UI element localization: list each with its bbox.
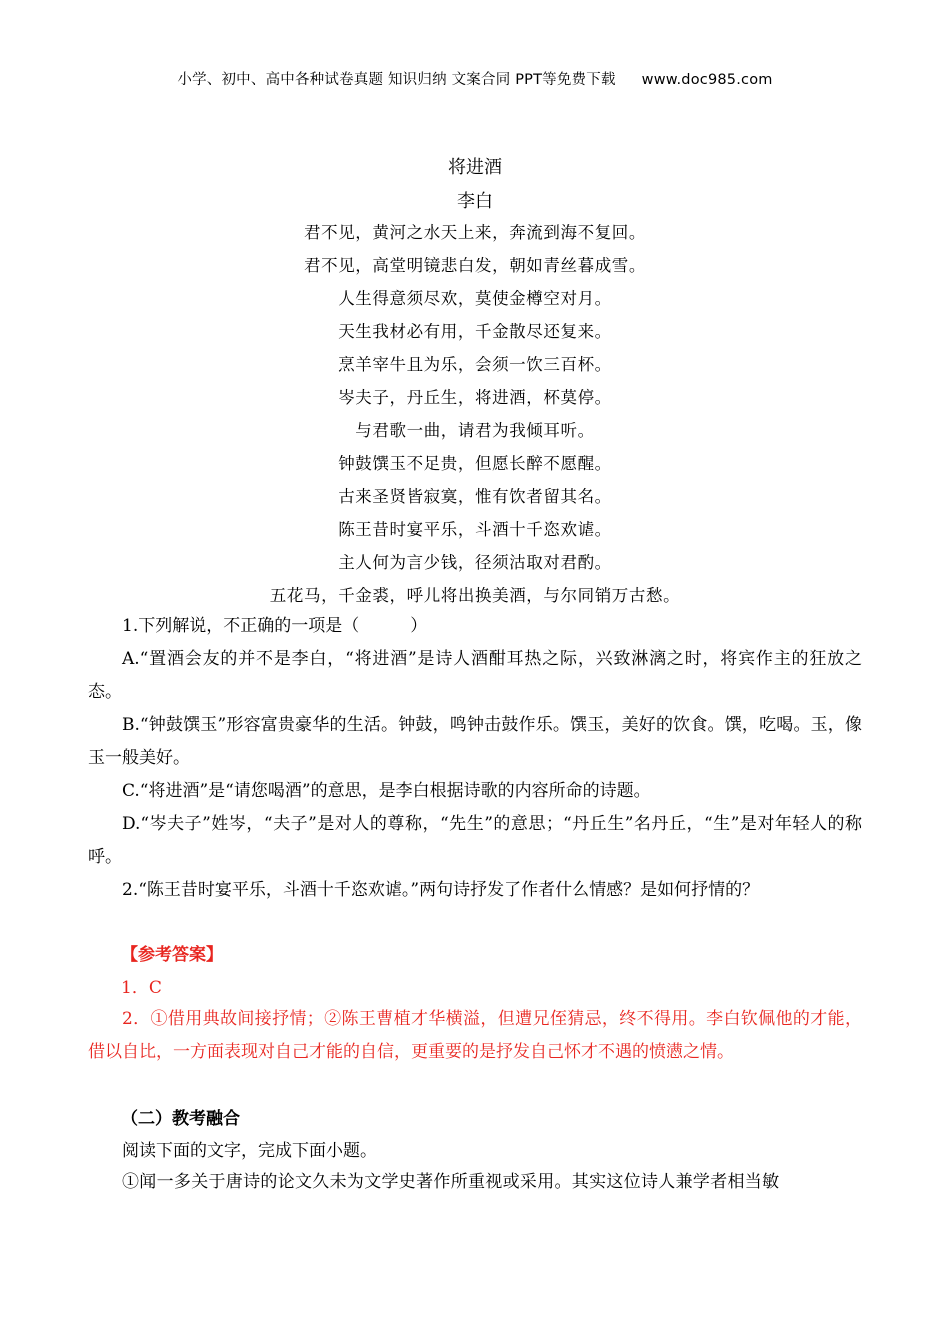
question-1-block — [88, 610, 862, 907]
question-1-stem: 1.下列解说，不正确的一项是（ ） — [122, 616, 428, 636]
poem-line: 主人何为言少钱，径须沽取对君酌。 — [338, 553, 612, 572]
poem-title: 将进酒 — [448, 157, 502, 178]
poem-line: 人生得意须尽欢，莫使金樽空对月。 — [338, 289, 612, 308]
poem-line: 君不见，黄河之水天上来，奔流到海不复回。 — [304, 223, 646, 242]
answer-1: 1．C — [121, 978, 162, 998]
option-a: A.“置酒会友的并不是李白，“将进酒”是诗人酒酣耳热之际，兴致淋漓之时，将宾作主的狂放之态。 — [88, 649, 862, 702]
section-heading: （二）教考融合 — [121, 1109, 240, 1129]
option-b: B.“钟鼓馔玉”形容富贵豪华的生活。钟鼓，鸣钟击鼓作乐。馔玉，美好的饮食。馔，吃喝。玉，像玉一般美好。 — [88, 715, 862, 768]
reading-instruction: 阅读下面的文字，完成下面小题。 — [122, 1141, 377, 1161]
poem-author: 李白 — [457, 191, 493, 212]
poem-line: 君不见，高堂明镜悲白发，朝如青丝暮成雪。 — [304, 256, 646, 275]
poem-line: 岑夫子，丹丘生，将进酒，杯莫停。 — [338, 388, 612, 407]
poem-line: 钟鼓馔玉不足贵，但愿长醉不愿醒。 — [338, 454, 612, 473]
reading-paragraph-1: ①闻一多关于唐诗的论文久未为文学史著作所重视或采用。其实这位诗人兼学者相当敏 — [122, 1172, 780, 1192]
poem-body — [0, 220, 950, 616]
question-2: 2.“陈王昔时宴平乐，斗酒十千恣欢谑。”两句诗抒发了作者什么情感？是如何抒情的？ — [122, 880, 760, 900]
poem-line: 陈王昔时宴平乐，斗酒十千恣欢谑。 — [338, 520, 612, 539]
page-header — [0, 68, 950, 89]
poem-line: 古来圣贤皆寂寞，惟有饮者留其名。 — [338, 487, 612, 506]
header-text: 小学、初中、高中各种试卷真题 知识归纳 文案合同 PPT等免费下载 — [177, 72, 616, 88]
answer-heading: 【参考答案】 — [121, 945, 223, 965]
poem-line: 天生我材必有用，千金散尽还复来。 — [338, 322, 612, 341]
option-c: C.“将进酒”是“请您喝酒”的意思，是李白根据诗歌的内容所命的诗题。 — [122, 781, 651, 801]
poem-line: 五花马，千金裘，呼儿将出换美酒，与尔同销万古愁。 — [269, 586, 681, 605]
poem-line: 与君歌一曲，请君为我倾耳听。 — [355, 421, 595, 440]
header-site: www.doc985.com — [641, 72, 773, 88]
answer-2: 2．①借用典故间接抒情；②陈王曹植才华横溢，但遭兄侄猜忌，终不得用。李白钦佩他的才能，借以自比，一方面表现对自己才能的自信，更重要的是抒发自己怀才不遇的愤懑之情。 — [88, 1009, 862, 1062]
poem-line: 烹羊宰牛且为乐，会须一饮三百杯。 — [338, 355, 612, 374]
option-d: D.“岑夫子”姓岑，“夫子”是对人的尊称，“先生”的意思；“丹丘生”名丹丘，“生”是对年轻人的称呼。 — [88, 814, 862, 867]
